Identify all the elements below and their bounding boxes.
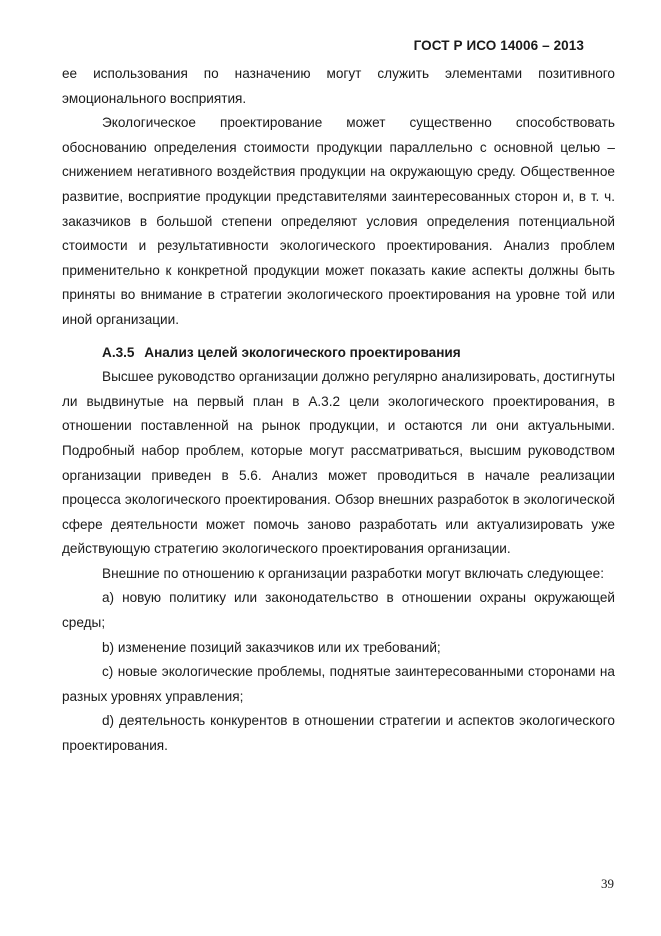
- paragraph: Внешние по отношению к организации разработки могут включать следующее:: [102, 565, 604, 581]
- section-number: А.3.5: [102, 344, 135, 360]
- section-heading: [102, 341, 615, 366]
- list-item: d) деятельность конкурентов в отношении стратегии и аспектов экологического проектирования.: [62, 713, 615, 754]
- paragraph: Экологическое проектирование может существенно способствовать обоснованию определения стоимости продукции параллельно с основной целью – снижением негативного воздействия продукции на окружающую среду. Общественное развитие, восприятие продукции представителями заинтересованных сторон и, в т. ч. заказчиков в большой степени определяют условия определения потенциальной стоимости и результативности экологического проектирования. Анализ проблем применительно к конкретной продукции может показать какие аспекты должны быть приняты во внимание в стратегии экологического проектирования на уровне той или иной организации.: [62, 115, 615, 327]
- list-item: c) новые экологические проблемы, поднятые заинтересованными сторонами на разных уровнях управления;: [62, 664, 615, 704]
- document-body: [62, 62, 615, 759]
- paragraph: Высшее руководство организации должно регулярно анализировать, достигнуты ли выдвинутые на первый план в А.3.2 цели экологического проектирования, в отношении поставленной на рынок продукции, и остаются ли они актуальными. Подробный набор проблем, которые могут рассматриваться, высшим руководством организации приведен в 5.6. Анализ может проводиться в начале реализации процесса экологического проектирования. Обзор внешних разработок в экологической сфере деятельности может помочь заново разработать или актуализировать уже действующую стратегию экологического проектирования организации.: [62, 369, 615, 557]
- list-item: a) новую политику или законодательство в отношении охраны окружающей среды;: [62, 590, 615, 631]
- paragraph-continuation: ее использования по назначению могут служить элементами позитивного эмоционального восприятия.: [62, 66, 615, 106]
- section-title: Анализ целей экологического проектирования: [144, 344, 461, 360]
- document-header: ГОСТ Р ИСО 14006 – 2013: [413, 38, 584, 53]
- list-item: b) изменение позиций заказчиков или их требований;: [102, 639, 441, 655]
- page-number: 39: [601, 876, 614, 891]
